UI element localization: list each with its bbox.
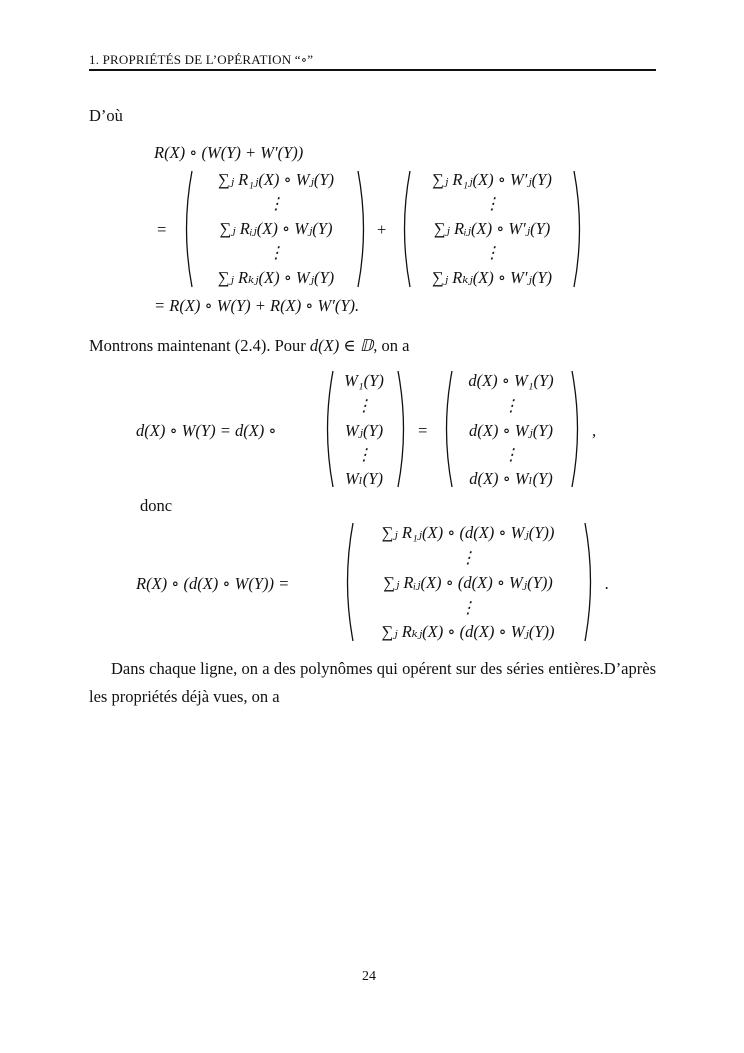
- matrix-cell: ⋮: [502, 396, 520, 415]
- eq1-line3: = R(X) ∘ W(Y) + R(X) ∘ W′(Y).: [154, 296, 360, 315]
- matrix-cell: ⋮: [483, 194, 501, 213]
- page-number: 24: [362, 969, 376, 984]
- matrix-cell: d(X) ∘ Wₗ(Y): [469, 469, 553, 488]
- body-paragraph: [89, 655, 656, 711]
- donc-label: donc: [140, 496, 173, 515]
- eq1-right-paren-close: [572, 170, 586, 288]
- matrix-cell: W₁(Y): [344, 371, 384, 390]
- matrix-cell: ⋮: [267, 243, 285, 262]
- eq2-equals: =: [417, 421, 429, 440]
- matrix-cell: ∑ⱼ Rₖⱼ(X) ∘ W′ⱼ(Y): [432, 268, 552, 287]
- eq3-paren-close: [583, 522, 597, 642]
- matrix-cell: ⋮: [355, 445, 373, 464]
- matrix-cell: ∑ⱼ R₁ⱼ(X) ∘ (d(X) ∘ Wⱼ(Y)): [381, 523, 555, 542]
- matrix-cell: ∑ⱼ Rₖⱼ(X) ∘ (d(X) ∘ Wⱼ(Y)): [381, 622, 555, 641]
- matrix-cell: ⋮: [267, 194, 285, 213]
- eq3-lhs: R(X) ∘ (d(X) ∘ W(Y)) =: [136, 574, 290, 593]
- matrix-cell: Wⱼ(Y): [344, 421, 384, 440]
- matrix-cell: ⋮: [483, 243, 501, 262]
- paragraph-text: Dans chaque ligne, on a des polynômes qui opérent sur des séries entières.D’après les propriétés déjà vues, on a: [89, 659, 656, 706]
- matrix-cell: ⋮: [355, 396, 373, 415]
- eq3-trailing-period: .: [605, 574, 610, 593]
- eq2-lhs: d(X) ∘ W(Y) = d(X) ∘: [136, 421, 277, 440]
- matrix-cell: ∑ⱼ R₁ⱼ(X) ∘ W′ⱼ(Y): [432, 170, 552, 189]
- sentence-2-text: Montrons maintenant (2.4). Pour: [89, 336, 310, 355]
- running-header: 1. PROPRIÉTÉS DE L’OPÉRATION “∘”: [89, 52, 314, 67]
- sentence-2-math: d(X) ∈ 𝔻: [309, 336, 374, 355]
- eq1-equals: =: [156, 220, 168, 239]
- matrix-cell: Wₗ(Y): [345, 469, 383, 488]
- sentence-2-end: , on a: [373, 336, 410, 355]
- matrix-cell: ∑ⱼ Rᵢⱼ(X) ∘ W′ⱼ(Y): [433, 219, 551, 238]
- intro-label: D’où: [89, 106, 123, 125]
- matrix-cell: ⋮: [459, 598, 477, 617]
- matrix-cell: d(X) ∘ Wⱼ(Y): [469, 421, 553, 440]
- eq1-plus: +: [376, 220, 388, 239]
- eq1-left-paren-open: [180, 170, 194, 288]
- matrix-cell: d(X) ∘ W₁(Y): [468, 371, 554, 390]
- eq1-line1: R(X) ∘ (W(Y) + W′(Y)): [154, 143, 304, 162]
- matrix-cell: ⋮: [459, 548, 477, 567]
- eq1-right-paren-open: [398, 170, 412, 288]
- matrix-cell: ∑ⱼ R₁ⱼ(X) ∘ Wⱼ(Y): [217, 170, 335, 189]
- eq3-paren-open: [341, 522, 355, 642]
- matrix-cell: ∑ⱼ Rᵢⱼ(X) ∘ Wⱼ(Y): [219, 219, 333, 238]
- eq2-col1-paren-close: [396, 370, 410, 488]
- eq1-left-paren-close: [356, 170, 370, 288]
- sentence-2: [89, 336, 409, 356]
- header-rule: [89, 69, 656, 71]
- eq2-trailing-comma: ,: [592, 421, 597, 440]
- matrix-cell: ⋮: [502, 445, 520, 464]
- matrix-cell: ∑ⱼ Rᵢⱼ(X) ∘ (d(X) ∘ Wⱼ(Y)): [383, 573, 553, 592]
- eq2-col2-paren-close: [570, 370, 584, 488]
- matrix-cell: ∑ⱼ Rₖⱼ(X) ∘ Wⱼ(Y): [217, 268, 335, 287]
